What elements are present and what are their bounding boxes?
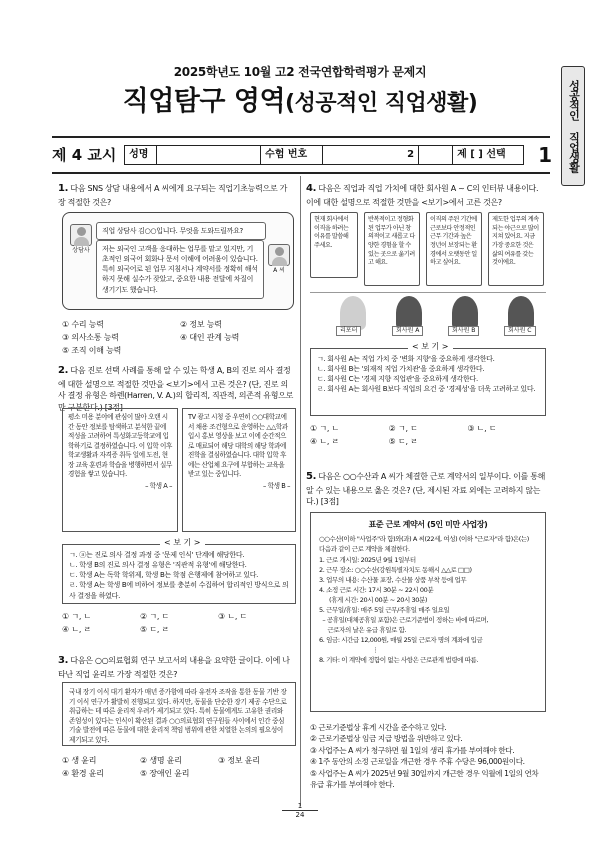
bogi-item: ㄹ. 학생 A는 학생 B에 비하여 정보를 충분히 수집하여 합리적인 방식으로 의사 결정을 하였다. <box>69 581 289 600</box>
user-label: A 씨 <box>273 267 285 274</box>
question-number: 3. <box>58 655 69 666</box>
label-reporter: 리포터 <box>336 326 361 336</box>
speech-reporter: 현재 회사에서 이직을 하려는 이유를 말씀해 주세요. <box>310 212 358 278</box>
exam-no-dash: 2 <box>323 146 419 164</box>
footer-page-indicator <box>282 802 318 818</box>
question-2-options <box>62 612 296 636</box>
contract-line: 3. 업무의 내용: 수산물 포장, 수산물 상품 부착 등에 업무 <box>319 575 467 584</box>
option-2[interactable]: ② ㄱ, ㄷ <box>388 424 418 433</box>
option-1[interactable]: ① ㄱ, ㄴ <box>62 612 92 621</box>
title-paren: (성공적인 직업생활) <box>285 91 478 116</box>
option-5[interactable]: ⑤ 장애인 윤리 <box>140 768 190 778</box>
case-a-sign: – 학생 A – <box>145 481 172 490</box>
contract-line: 1. 근로 개시일: 2025년 9월 1일부터 <box>319 555 416 564</box>
contract-line: 2. 근무 장소: ○○수산(강원특별자치도 동해시 △△로 □□) <box>319 565 472 574</box>
question-4-options <box>310 424 546 448</box>
option-4[interactable]: ④ 환경 윤리 <box>62 768 104 778</box>
employee-b-figure <box>452 296 478 330</box>
option-4[interactable]: ④ ㄴ, ㄹ <box>62 624 92 634</box>
name-label: 성명 <box>125 146 157 164</box>
case-a-text: 평소 미용 분야에 관심이 많아 오랜 시간 동안 정보를 탐색하고 분석한 끝에 적성을 고려하여 특성화고등학교에 입학하기로 결정하였습니다. 이 입학 이후 학교생활과 자격증 취득 일에 도전, 현장 교육 훈련과 학습을 병행하면서 실무 경험을 쌓고 있습니다. <box>68 413 172 479</box>
case-b-text: TV 광고 시청 중 우연히 ○○대학교에서 채용 조건형으로 운영하는 △△학과 입시 홍보 영상을 보고 이에 순간적으로 매료되어 해당 대학의 해당 학과에 진학을 결심하였습니다. 대학 입학 후에는 산업체 요구에 부합하는 교육을 받고 있는 중입니다. <box>188 413 288 479</box>
speech-employee-c: 제도한 업무의 계속 되는 야근으로 많이 지쳐 있어요. 지금 가장 중요한 것은 삶의 여유를 갖는 것이에요. <box>488 212 544 286</box>
option-3[interactable]: ③ 사업주는 A 씨가 청구하면 월 1일의 생리 휴가를 부여해야 한다. <box>310 745 515 755</box>
question-number: 1. <box>58 183 69 194</box>
bogi-item: ㄷ. 회사원 C는 '경제 지향 직업관'을 중요하게 생각한다. <box>317 375 478 384</box>
page-number: 1 <box>538 142 552 167</box>
question-2-stem <box>58 364 294 413</box>
option-3[interactable]: ③ ㄴ, ㄷ <box>218 612 248 621</box>
option-4[interactable]: ④ 대인 관계 능력 <box>180 332 240 342</box>
option-2[interactable]: ② 정보 능력 <box>180 320 222 329</box>
footer-total-pages: 24 <box>295 811 305 819</box>
speech-employee-a: 반복적이고 정형화된 업무가 아닌 창의적이고 새롭고 다양한 경험을 할 수 있는 곳으로 옮기려고 해요. <box>364 212 420 286</box>
contract-line: ○○수산(이하 "사업주"라 함)와(과) A 씨(22세, 여성) (이하 "근로자"라 함)은(는) <box>319 535 529 544</box>
question-3-options <box>62 756 296 780</box>
question-4-stem <box>306 182 546 208</box>
bogi-item: ㄹ. 회사원 A는 회사원 B보다 직업의 요건 중 '경제성'을 더욱 고려하고 있다. <box>317 385 536 394</box>
exam-no-field[interactable] <box>419 146 453 164</box>
exam-no-label: 수험 번호 <box>261 146 323 164</box>
option-4[interactable]: ④ 1주 동안의 소정 근로일을 개근한 경우 주휴 수당은 96,000원이다. <box>310 757 525 767</box>
option-2[interactable]: ② 근로기준법상 임금 지급 방법을 위반하고 있다. <box>310 734 463 744</box>
counselor-avatar <box>70 224 92 246</box>
option-5[interactable]: ⑤ 사업주는 A 씨가 2025년 9월 30일까지 개근한 경우 익월에 1일의 연차 유급 휴가를 부여해야 한다. <box>310 768 539 789</box>
student-info-box <box>124 145 524 165</box>
question-5-options <box>310 722 546 790</box>
name-field[interactable] <box>157 146 261 164</box>
contract-line: 근로자의 날은 유급 휴일로 함. <box>319 625 407 634</box>
question-3-stem <box>58 654 294 680</box>
bogi-item: ㄴ. 회사원 B는 '외재적 직업 가치관'을 중요하게 생각한다. <box>317 365 485 374</box>
footer-current-page: 1 <box>282 802 318 811</box>
chat-bubble-counselor: 직업 상담사 김○○입니다. 무엇을 도와드릴까요? <box>96 222 266 240</box>
option-3[interactable]: ③ 의사소통 능력 <box>62 332 119 342</box>
option-4[interactable]: ④ ㄴ, ㄹ <box>310 436 340 446</box>
employee-c-figure <box>508 296 534 330</box>
contract-line: 다음과 같이 근로 계약을 체결한다. <box>319 545 410 554</box>
option-1[interactable]: ① 근로기준법상 휴게 시간을 준수하고 있다. <box>310 723 447 732</box>
question-number: 4. <box>306 183 317 194</box>
contract-line: 8. 기타: 이 계약에 정함이 없는 사항은 근로관계 법령에 따름. <box>319 656 479 665</box>
reporter-figure <box>340 296 366 330</box>
question-4-bogi-title: < 보 기 > <box>408 342 453 353</box>
label-employee-a: 회사원 A <box>392 326 423 336</box>
option-5[interactable]: ⑤ 조직 이해 능력 <box>62 345 122 355</box>
contract-line: 5. 근무일/휴일: 매주 5일 근무/주휴일 매주 일요일 <box>319 605 450 614</box>
exam-title <box>0 84 600 120</box>
question-number: 2. <box>58 365 69 376</box>
question-2-bogi-box <box>62 544 296 604</box>
option-3[interactable]: ③ ㄴ, ㄷ <box>467 424 497 433</box>
title-main: 직업탐구 영역 <box>122 86 286 117</box>
speech-employee-b: 이직의 주된 기간에 근로보다 안정적인 근무 기간과 높은 정년이 보장되는 환경에서 오랫동안 일하고 싶어요. <box>426 212 482 286</box>
question-5-stem <box>306 470 546 508</box>
question-number: 5. <box>306 471 317 482</box>
bogi-item: ㄴ. 학생 B의 진로 의사 결정 유형은 '직관적 유형'에 해당한다. <box>69 561 247 570</box>
bogi-item: ㄱ. 회사원 A는 직업 가치 중 '변화 지향'을 중요하게 생각한다. <box>317 355 495 363</box>
question-text: 다음은 직업과 직업 가치에 대한 회사원 A ~ C의 인터뷰 내용이다. 이에 대한 설명으로 적절한 것만을 <보기>에서 고른 것은? <box>306 184 539 207</box>
contract-line: – 공휴일(대체공휴일 포함)은 근로기준법이 정하는 바에 따르며, <box>319 615 489 624</box>
header-top-rule <box>52 136 550 138</box>
option-2[interactable]: ② ㄱ, ㄷ <box>140 612 170 621</box>
case-student-a <box>62 408 178 532</box>
option-1[interactable]: ① 생 윤리 <box>62 756 97 765</box>
exam-subtitle: 2025학년도 10월 고2 전국연합학력평가 문제지 <box>173 65 427 79</box>
bogi-item: ㄱ. ⓐ는 진로 의사 결정 과정 중 '문제 인식' 단계에 해당한다. <box>69 551 245 559</box>
question-text: 다음 진로 선택 사례를 통해 알 수 있는 학생 A, B의 진로 의사 결정에 대한 설명으로 적절한 것만을 <보기>에서 고른 것은? (단, 진로 의사 결정 유형은 하렌(Harren, V. A.)의 합리적, 직관적, 의존적 유형으로만 구분한다.) [3점] <box>58 366 294 412</box>
option-1[interactable]: ① 수리 능력 <box>62 320 104 329</box>
case-b-sign: – 학생 B – <box>263 481 290 490</box>
contract-line: 4. 소정 근로 시간: 17시 30분 ~ 22시 00분 <box>319 585 434 594</box>
option-1[interactable]: ① ㄱ, ㄴ <box>310 424 340 433</box>
contract-title: 표준 근로 계약서 (5인 미만 사업장) <box>368 520 488 529</box>
option-5[interactable]: ⑤ ㄷ, ㄹ <box>388 436 418 446</box>
employee-a-figure <box>396 296 422 330</box>
counselor-label: 상담사 <box>72 247 90 254</box>
contract-line: (휴게 시간: 20시 00분 ~ 20시 30분) <box>319 595 428 604</box>
subject-side-tab: 성공적인 직업생활 <box>561 66 585 186</box>
option-3[interactable]: ③ 정보 윤리 <box>218 756 260 765</box>
question-text: 다음은 ○○수산과 A 씨가 체결한 근로 계약서의 일부이다. 이를 통해 알 수 있는 내용으로 옳은 것은? (단, 제시된 자료 외에는 고려하지 않는다.) [3점] <box>306 472 546 507</box>
question-4-bogi-box <box>310 348 546 416</box>
case-student-b <box>182 408 296 532</box>
label-employee-b: 회사원 B <box>448 326 479 336</box>
label-employee-c: 회사원 C <box>504 326 536 336</box>
choice-label: 제 [ ] 선택 <box>457 149 506 161</box>
question-3-report-box: 국내 장기 이식 대기 환자가 매년 증가함에 따라 유전자 조작을 통한 동물 기반 장기 이식 연구가 활발히 진행되고 있다. 하지만, 동물을 단순한 장기 제공 수단으로 취급하는 데 따른 윤리적 우려가 제기되고 있다. 특히 동물에게도 고유한 권리와 존엄성이 있다는 인식이 확산된 결과 ○○의료협회 연구원들 사이에서 인간 중심 기술 발전에 따른 동물에 대한 윤리적 책임 범위에 관한 치열한 논의의 필요성이 제기되고 있다. <box>62 682 296 746</box>
question-1-stem <box>58 182 294 208</box>
bogi-item: ㄷ. 학생 A는 독학 학위제, 학생 B는 학점 은행제에 참여하고 있다. <box>69 571 259 580</box>
user-avatar <box>268 244 290 266</box>
header-info-row <box>52 140 552 170</box>
labor-contract-box <box>310 512 546 712</box>
question-1-options <box>62 320 298 356</box>
header-bottom-rule <box>52 172 550 174</box>
period-label: 제 4 교시 <box>52 145 117 164</box>
question-text: 다음 SNS 상담 내용에서 A 씨에게 요구되는 직업기초능력으로 가장 적절한 것은? <box>58 184 288 207</box>
column-divider <box>300 176 301 806</box>
contract-line: 6. 임금: 시간급 12,000원, 매월 25일 근로자 명의 계좌에 입금 <box>319 636 483 645</box>
question-2-bogi-title: < 보 기 > <box>160 538 205 549</box>
contract-line: ⋮ <box>319 646 379 655</box>
question-text: 다음은 ○○의료협회 연구 보고서의 내용을 요약한 글이다. 이에 나타난 직업 윤리로 가장 적절한 것은? <box>58 656 290 679</box>
chat-bubble-user: 저는 외국인 고객을 응대하는 업무를 맡고 있지만, 기초적인 외국어 회화나 문서 이해에 어려움이 있습니다. 특히 외국어로 된 업무 지침서나 계약서를 정확히 해석하지 못해 실수가 잦았고, 중요한 내용 전달에 차질이 생기기도 했습니다. <box>96 240 264 299</box>
option-5[interactable]: ⑤ ㄷ, ㄹ <box>140 624 170 634</box>
option-2[interactable]: ② 생명 윤리 <box>140 756 182 765</box>
